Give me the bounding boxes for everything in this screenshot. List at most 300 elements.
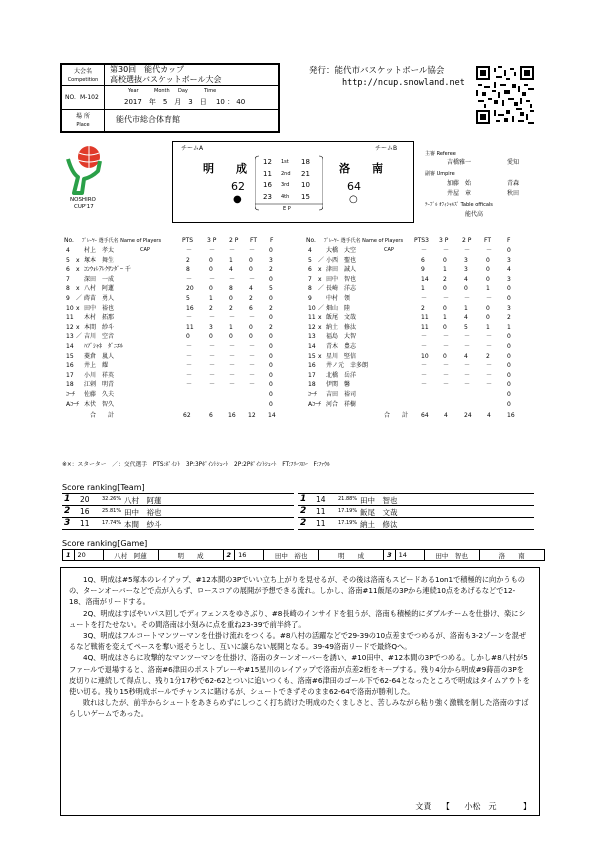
rank-points: 20 <box>80 495 90 504</box>
total-2p: 16 <box>228 412 236 420</box>
player-2p: 0 <box>229 294 233 302</box>
player-ft: 0 <box>486 275 490 283</box>
player-3p: － <box>209 362 216 370</box>
score-box <box>172 141 414 223</box>
ranking-team-left <box>62 493 294 530</box>
player-2p: 5 <box>464 323 468 331</box>
player-row <box>304 323 534 333</box>
player-name: 木伏 智久 <box>84 400 115 408</box>
rank-points: 11 <box>316 519 326 528</box>
player-name: 田中 智也 <box>326 275 357 283</box>
team-a-total: 62 <box>231 180 245 193</box>
player-no: 14 <box>66 342 74 350</box>
player-2p: 0 <box>229 333 233 341</box>
player-3p: 0 <box>209 256 213 264</box>
competition-label: 大会名 <box>73 68 92 75</box>
player-ft: － <box>249 381 256 389</box>
rank-number: 2 <box>300 518 307 528</box>
player-3p: 0 <box>209 285 213 293</box>
rank-player-name: 八村 阿蓮 <box>124 496 162 505</box>
period-row <box>255 170 323 180</box>
player-row <box>62 352 282 362</box>
starter-mark: x <box>76 285 80 293</box>
game-rank-number: 2 <box>223 550 235 561</box>
player-2p: － <box>229 381 236 389</box>
player-pts: 20 <box>186 285 194 293</box>
player-2p: 4 <box>464 275 468 283</box>
player-row <box>304 361 534 371</box>
player-no: 4 <box>308 247 312 254</box>
player-fouls: 4 <box>507 266 511 274</box>
rank-player-name: 納土 修汰 <box>360 520 398 529</box>
player-row <box>62 246 282 256</box>
header-pts: PTS <box>182 237 194 244</box>
commentary-paragraph: 4Q、明成はさらに攻撃的なマンツーマンを仕掛け、洛南のターンオーバーを誘い、#10田中、#12本間の3Pでつめる。しかし#8八村が5ファールで退場すると、洛南#6津田のポストプレーや#15星川のレイアップで洛南が点差2桁をキープする。残り4分から明成#9蒔苗の3Pを皮切りに連続して得点し、残り1分17秒で62-62とついに追いつくも、洛南#6津田のゴール下で62-64となったところで明成はタイムアウトを使い切る。残り15秒明成ボールでチャンスに賭けるが、シュートできずそのまま62-64で洛南が勝利した。 <box>69 653 530 697</box>
player-ft: － <box>486 247 493 254</box>
total-label: 合 計 <box>384 412 409 420</box>
player-row <box>62 380 282 390</box>
game-rank-player: 八村 阿蓮 <box>103 550 158 561</box>
author-line <box>415 803 531 811</box>
player-pts: 10 <box>421 352 429 360</box>
starter-mark: x <box>76 304 80 312</box>
starter-mark: x <box>76 323 80 331</box>
game-rank-team: 明 成 <box>158 550 223 561</box>
player-name: ｺﾝｳｫﾚｱﾚｸｻﾝﾀﾞｰ 千 <box>84 266 131 274</box>
player-3p: 3 <box>209 323 213 331</box>
player-ft: － <box>249 275 256 283</box>
player-row <box>304 304 534 314</box>
competition-name-cell <box>104 64 279 86</box>
period-score-a: 12 <box>263 158 272 166</box>
team-b-total-row <box>304 411 534 423</box>
game-rank-player: 田中 裕也 <box>264 550 319 561</box>
referee-pref: 愛知 <box>507 159 520 166</box>
player-no: 17 <box>308 371 316 379</box>
player-ft: － <box>249 352 256 360</box>
player-name: 井ノ元 幸多朗 <box>326 362 369 370</box>
player-2p: － <box>229 247 236 254</box>
header-ft: FT <box>250 237 258 244</box>
place-cell <box>104 110 279 132</box>
player-name: 村上 孝太 <box>84 247 115 254</box>
period-scores <box>255 154 323 212</box>
umpire1-name: 加藤 始 <box>447 180 472 187</box>
player-pts: － <box>421 362 428 370</box>
player-3p: 0 <box>443 256 447 264</box>
header-name: ﾌﾟﾚｰﾔｰ 選手氏名 Name of Players <box>324 238 404 244</box>
player-pts: － <box>186 371 193 379</box>
player-no: ｺｰﾁ <box>308 390 318 398</box>
player-2p: 8 <box>229 285 233 293</box>
total-f: 14 <box>268 412 276 420</box>
player-pts: 8 <box>186 266 190 274</box>
competition-name-1: 第30回 能代カップ <box>110 65 185 74</box>
player-2p: 4 <box>464 314 468 322</box>
player-ft: － <box>486 333 493 341</box>
player-2p: 4 <box>229 266 233 274</box>
player-ft: 1 <box>486 323 490 331</box>
player-no: 15 <box>308 352 316 360</box>
rank-player-name: 田中 裕也 <box>124 508 162 517</box>
player-fouls: 2 <box>507 314 511 322</box>
player-name: 納土 修汰 <box>326 323 357 331</box>
header-3p: 3 P <box>207 237 217 244</box>
rank-number: 3 <box>64 518 71 528</box>
player-pts: － <box>186 342 193 350</box>
player-fouls: 0 <box>269 362 273 370</box>
player-no: Aｺｰﾁ <box>308 400 322 408</box>
player-fouls: 5 <box>269 285 273 293</box>
player-3p: － <box>443 342 450 350</box>
starter-mark: ／ <box>318 256 325 264</box>
player-pts: 11 <box>421 323 429 331</box>
team-b-stats-header <box>304 236 534 246</box>
team-b-stats <box>304 236 534 423</box>
player-name: 大橋 大空 <box>326 247 357 254</box>
player-2p: － <box>464 294 471 302</box>
period-row <box>255 158 323 168</box>
header-no: No. <box>306 237 316 244</box>
rank-number: 1 <box>300 494 307 504</box>
player-pts: 6 <box>421 256 425 264</box>
player-pts: － <box>186 247 193 254</box>
game-no-value: M-102 <box>80 94 99 101</box>
player-3p: 2 <box>209 304 213 312</box>
player-row <box>304 256 534 266</box>
player-no: 8 <box>308 285 312 293</box>
player-pts: － <box>421 294 428 302</box>
player-name: 蒔苗 勇人 <box>84 294 115 302</box>
player-2p: 2 <box>229 304 233 312</box>
player-name: 菱倉 嵐人 <box>84 352 115 360</box>
player-row <box>62 304 282 314</box>
player-name: 深田 一成 <box>84 275 115 283</box>
rank-percent: 21.88% <box>338 496 358 502</box>
period-label: 4th <box>281 193 290 200</box>
rank-points: 11 <box>80 519 90 528</box>
umpire-label: 副審 Umpire <box>425 171 455 177</box>
player-fouls: 0 <box>269 400 273 408</box>
player-no: 9 <box>66 294 70 302</box>
total-pts: 62 <box>183 412 191 420</box>
player-row <box>304 313 534 323</box>
total-ft: 12 <box>248 412 256 420</box>
player-row <box>62 294 282 304</box>
player-ft: 0 <box>486 304 490 312</box>
player-name: 小西 聖也 <box>326 256 357 264</box>
starter-mark: ／ <box>76 333 83 341</box>
player-pts: － <box>421 333 428 341</box>
player-row <box>304 284 534 294</box>
commentary-paragraph: 2Q、明成はすばやいパス回しでディフェンスをゆさぶり、#8長崎のインサイドを狙うが、洛南も積極的にダブルチームを仕掛け、楽にシュートを打たせない。その間洛南は小刻みに点を重ね23-39で前半終了。 <box>69 608 526 629</box>
team-b-label: チームB <box>375 145 398 152</box>
player-3p: 1 <box>209 294 213 302</box>
player-name: 佐藤 久夫 <box>84 390 115 398</box>
player-name: 八村 阿蓮 <box>84 285 115 293</box>
player-name: 青木 豊志 <box>326 342 357 350</box>
player-no: 10 <box>308 304 316 312</box>
player-name: 伊関 馨 <box>326 381 351 389</box>
header-ft: FT <box>484 237 492 244</box>
player-3p: － <box>443 294 450 302</box>
player-3p: 1 <box>443 314 447 322</box>
player-ft: 0 <box>249 323 253 331</box>
player-2p: － <box>464 247 471 254</box>
header-no: No. <box>64 237 74 244</box>
player-3p: － <box>209 381 216 389</box>
place-label-cell <box>61 110 105 132</box>
player-name: 福島 大智 <box>326 333 357 341</box>
ranking-game-table <box>62 549 545 561</box>
header-name: ﾌﾟﾚｰﾔｰ 選手氏名 Name of Players <box>82 238 162 244</box>
player-row <box>62 332 282 342</box>
table-officials-value: 能代高 <box>465 211 484 218</box>
player-ft: 1 <box>486 285 490 293</box>
player-pts: － <box>186 352 193 360</box>
player-ft: 0 <box>486 314 490 322</box>
header-3p: 3 P <box>439 237 449 244</box>
month-label: Month <box>154 88 170 94</box>
player-2p: 3 <box>464 256 468 264</box>
player-no: 5 <box>66 256 70 264</box>
player-no: 18 <box>308 381 316 389</box>
player-2p: 0 <box>464 285 468 293</box>
starter-mark: x <box>318 314 322 322</box>
player-no: 18 <box>66 381 74 389</box>
player-3p: － <box>209 371 216 379</box>
publisher-url[interactable]: http://ncup.snowland.net <box>342 78 465 88</box>
player-pts: 16 <box>186 304 194 312</box>
player-fouls: 0 <box>269 381 273 389</box>
player-pts: 2 <box>421 304 425 312</box>
rank-player-name: 本間 紗斗 <box>124 520 162 529</box>
referee-label: 主審 Referee <box>425 151 456 157</box>
player-no: 15 <box>66 352 74 360</box>
period-score-a: 11 <box>263 169 272 178</box>
header-2p: 2 P <box>229 237 239 244</box>
player-ft: － <box>486 294 493 302</box>
starter-mark: ／ <box>318 285 325 293</box>
team-a-total-row <box>62 411 282 423</box>
player-name: 吉田 裕司 <box>326 390 357 398</box>
period-score-b: 10 <box>301 181 310 189</box>
player-name: 河合 祥樹 <box>326 400 357 408</box>
game-rank-points: 16 <box>235 550 264 561</box>
commentary-paragraph: 3Q、明成はフルコートマンツーマンを仕掛け流れをつくる。#8八村の活躍などで29-39の10点差までつめるが、洛南も3-2ゾーンを混ぜるなど戦術を変えてペースを奪い返そうとし、互いに譲らない展開となる。39-49洛南リードで最終Qへ。 <box>69 631 527 652</box>
logo-caption-1: NOSHIRO <box>70 197 96 203</box>
ranking-row <box>298 494 534 506</box>
player-no: 6 <box>308 266 312 274</box>
player-name: 井上 耀 <box>84 362 109 370</box>
player-fouls: 2 <box>269 304 273 312</box>
player-row <box>304 265 534 275</box>
player-fouls: 0 <box>507 294 511 302</box>
player-ft: － <box>249 314 256 322</box>
player-2p: － <box>464 381 471 389</box>
starter-mark: ／ <box>76 294 83 302</box>
period-score-b: 15 <box>301 192 310 201</box>
player-no: 7 <box>66 275 70 283</box>
player-2p: － <box>229 362 236 370</box>
period-label: 3rd <box>281 182 290 188</box>
competition-label-cell <box>61 64 105 86</box>
player-row <box>62 284 282 294</box>
player-pts: 0 <box>186 333 190 341</box>
noshiro-cup-logo <box>62 143 110 203</box>
total-3p: 4 <box>444 412 448 420</box>
player-row <box>304 352 534 362</box>
player-no: 5 <box>308 256 312 264</box>
total-2p: 24 <box>464 412 472 420</box>
player-pts: － <box>186 381 193 389</box>
rank-player-name: 飯尾 文哉 <box>360 508 398 517</box>
player-row <box>304 332 534 342</box>
game-rank-team: 洛 南 <box>479 550 544 561</box>
player-name: 吉川 空音 <box>84 333 115 341</box>
player-fouls: 0 <box>507 247 511 254</box>
player-3p: － <box>443 333 450 341</box>
player-name: 飯尾 文哉 <box>326 314 357 322</box>
player-3p: 0 <box>209 266 213 274</box>
player-2p: － <box>464 371 471 379</box>
player-fouls: 0 <box>507 371 511 379</box>
player-pts: － <box>421 342 428 350</box>
period-score-a: 23 <box>263 192 272 201</box>
team-b-name: 洛 南 <box>339 162 383 175</box>
player-ft: － <box>249 247 256 254</box>
rank-percent: 17.19% <box>338 508 358 514</box>
player-no: 9 <box>308 294 312 302</box>
period-score-b: 18 <box>301 158 310 166</box>
player-2p: － <box>229 342 236 350</box>
player-pts: 1 <box>421 285 425 293</box>
author-open: 【 <box>441 802 450 811</box>
player-name: 木村 拓那 <box>84 314 115 322</box>
period-row <box>255 193 323 203</box>
player-row <box>62 390 282 400</box>
player-fouls: 0 <box>507 400 511 408</box>
player-fouls: 0 <box>269 390 273 398</box>
player-row <box>304 246 534 256</box>
player-fouls: 0 <box>507 352 511 360</box>
player-ft: 0 <box>249 333 253 341</box>
ranking-game-title: Score ranking[Game] <box>62 539 148 548</box>
rank-player-name: 田中 智也 <box>360 496 398 505</box>
player-3p: 0 <box>443 352 447 360</box>
player-ft: － <box>486 362 493 370</box>
player-no: 12 <box>308 323 316 331</box>
player-fouls: 2 <box>269 323 273 331</box>
umpire2-name: 井屋 章 <box>447 190 472 197</box>
player-fouls: 3 <box>269 256 273 264</box>
team-a-stats <box>62 236 282 423</box>
player-fouls: 0 <box>507 342 511 350</box>
total-f: 16 <box>507 412 515 420</box>
player-3p: 0 <box>443 285 447 293</box>
period-score-a: 16 <box>263 181 272 189</box>
publisher-line1: 発行：能代市バスケットボール協会 <box>309 66 445 76</box>
period-score-b: 21 <box>301 169 310 178</box>
player-name: 北橋 岳洋 <box>326 371 357 379</box>
commentary-paragraph: 敗れはしたが、前半からシュートをあきらめずにしつこく打ち続けた明成のたくましさと、苦しみながら粘り強く激戦を制した洛南のすばらしいゲームであった。 <box>69 698 529 719</box>
player-row <box>304 400 534 410</box>
player-3p: 0 <box>443 323 447 331</box>
date-text: 2017 年 5 月 3 日 10 ： 40 <box>124 98 246 106</box>
player-pts: 14 <box>421 275 429 283</box>
period-label: 1st <box>281 159 289 165</box>
player-name: 中村 領 <box>326 294 351 302</box>
player-pts: 11 <box>186 323 194 331</box>
player-ft: － <box>486 371 493 379</box>
player-no: 4 <box>66 247 70 254</box>
game-rank-team: 明 成 <box>319 550 384 561</box>
player-fouls: 0 <box>269 342 273 350</box>
total-ft: 4 <box>487 412 491 420</box>
header-f: F <box>507 237 511 244</box>
player-ft: 0 <box>249 266 253 274</box>
player-fouls: 2 <box>269 266 273 274</box>
player-2p: － <box>229 275 236 283</box>
player-row <box>304 294 534 304</box>
player-3p: － <box>209 314 216 322</box>
rank-points: 11 <box>316 507 326 516</box>
player-fouls: 0 <box>269 275 273 283</box>
umpire1-pref: 青森 <box>507 180 520 187</box>
player-3p: － <box>443 247 450 254</box>
player-row <box>304 275 534 285</box>
total-label: 合 計 <box>90 412 115 420</box>
total-3p: 6 <box>209 412 213 420</box>
player-ft: － <box>249 362 256 370</box>
player-name: 田中 裕也 <box>84 304 115 312</box>
ranking-row <box>62 518 294 530</box>
ep-label: E P <box>283 206 291 212</box>
player-3p: － <box>443 362 450 370</box>
player-3p: － <box>443 371 450 379</box>
header-pts: PTS3 <box>414 237 429 244</box>
player-ft: 0 <box>486 266 490 274</box>
game-no-label: NO. <box>65 94 76 101</box>
period-label: 2nd <box>281 170 291 177</box>
player-name: 畑山 陸 <box>326 304 351 312</box>
player-row <box>62 313 282 323</box>
player-no: 14 <box>308 342 316 350</box>
author-label: 文責 <box>415 802 432 811</box>
player-row <box>304 380 534 390</box>
place-label: 場 所 <box>76 113 90 120</box>
rank-points: 14 <box>316 495 326 504</box>
player-no: 6 <box>66 266 70 274</box>
date-cell <box>104 86 279 110</box>
rank-percent: 17.74% <box>102 520 122 526</box>
player-3p: － <box>209 247 216 254</box>
player-ft: － <box>486 342 493 350</box>
match-info-box <box>60 63 280 133</box>
player-row <box>62 256 282 266</box>
player-row <box>62 371 282 381</box>
competition-name-2: 高校選抜バスケットボール大会 <box>110 75 222 84</box>
player-fouls: 0 <box>269 352 273 360</box>
starter-mark: x <box>318 275 322 283</box>
player-name: 小川 祥英 <box>84 371 115 379</box>
player-name: 江刺 明青 <box>84 381 115 389</box>
player-ft: 0 <box>486 256 490 264</box>
captain-mark: CAP <box>384 247 394 253</box>
player-no: 13 <box>308 333 316 341</box>
player-3p: 0 <box>209 333 213 341</box>
author-close: 】 <box>523 802 531 811</box>
